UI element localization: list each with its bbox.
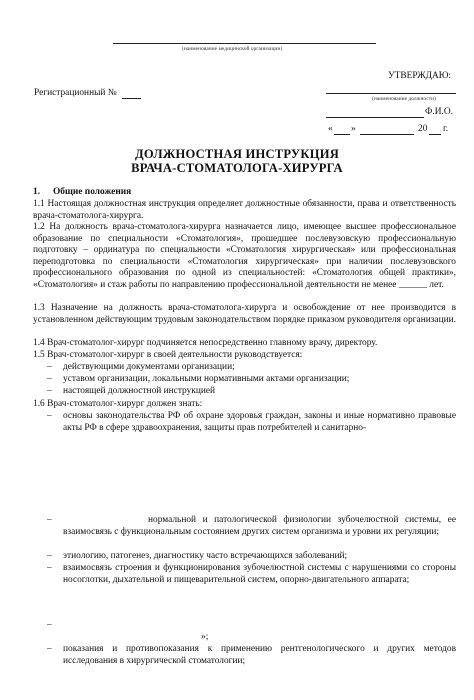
list-item: показания и противопоказания к применению рентгенологического и других методов исследования в хирургической стоматологии; xyxy=(63,644,456,666)
paragraph-1-6: 1.6 Врач-стоматолог-хирург должен знать: xyxy=(33,399,203,409)
position-line xyxy=(326,93,456,94)
year-suffix: г. xyxy=(443,124,449,134)
list-dash: – xyxy=(47,411,52,421)
list-dash: – xyxy=(47,551,52,561)
registration-label: Регистрационный № xyxy=(34,88,117,98)
paragraph-1-5: 1.5 Врач-стоматолог-хирург в своей деятельности руководствуется: xyxy=(33,350,303,360)
registration-number-line xyxy=(122,98,141,99)
list-dash: – xyxy=(47,515,52,525)
year-prefix: 20 xyxy=(418,124,428,134)
list-dash: – xyxy=(47,644,52,654)
document-title-line2: ВРАЧА-СТОМАТОЛОГА-ХИРУРГА xyxy=(131,161,343,175)
list-item: уставом организации, локальными нормативными актами организации; xyxy=(63,374,350,384)
list-item: действующими документами организации; xyxy=(63,362,235,372)
signature-line xyxy=(326,117,424,118)
date-month-line xyxy=(360,134,414,135)
list-dash: – xyxy=(47,563,52,573)
document-title-line1: ДОЛЖНОСТНАЯ ИНСТРУКЦИЯ xyxy=(135,147,339,161)
list-dash: – xyxy=(47,386,52,396)
list-item: основы законодательства РФ об охране здоровья граждан, законы и иные нормативно правовые акты РФ в сфере здравоохранения, защиты прав потребителей и санитарно- xyxy=(63,411,456,433)
date-close-quote: » xyxy=(351,124,356,134)
paragraph-1-2: 1.2 На должность врача-стоматолога-хирурга назначается лицо, имеющее высшее профессиональное образование по специальности «Стоматология», прошедшее послевузовскую профессиональную подготовку – ординатура по специальности «Стоматология хирургическая» или профессиональная переподготовка по специальности «Стоматология хирургическая» при наличии послевузовского профессионального образования по одной из специальностей: «Стоматология общей практики», «Стоматология» и стаж работы по направлению профессиональной деятельности не менее ______ лет. xyxy=(33,222,456,290)
date-open-quote: « xyxy=(328,124,333,134)
list-item-tail: »; xyxy=(201,632,209,642)
org-caption: (наименование медицинской организации) xyxy=(182,46,283,52)
list-item: настоящей должностной инструкцией xyxy=(63,386,216,396)
org-name-line xyxy=(113,43,376,44)
section-number: 1. xyxy=(33,187,41,197)
date-year-line xyxy=(429,134,441,135)
list-dash: – xyxy=(47,362,52,372)
list-item: этиологию, патогенез, диагностику часто встречающихся заболеваний; xyxy=(63,551,348,561)
list-item: взаимосвязь строения и функционирования зубочелюстной системы с нарушениями со стороны носоглотки, дыхательной и пищеварительной систем, опорно-двигательного аппарата; xyxy=(63,563,456,585)
list-item: нормальной и патологической физиологии зубочелюстной системы, ее взаимосвязь с функциональным состоянием других систем организма и уровни их регуляции; xyxy=(63,515,456,537)
fio-label: Ф.И.О. xyxy=(425,107,453,117)
position-caption: (наименование должности) xyxy=(372,96,436,102)
paragraph-1-1: 1.1 Настоящая должностная инструкция определяет должностные обязанности, права и ответственность врача-стоматолога-хирурга. xyxy=(33,199,456,221)
list-dash: – xyxy=(47,374,52,384)
paragraph-1-4: 1.4 Врач-стоматолог-хирург подчиняется непосредственно главному врачу, директору. xyxy=(33,338,378,348)
list-dash: – xyxy=(47,620,52,630)
section-heading: Общие положения xyxy=(53,187,132,197)
paragraph-1-3: 1.3 Назначение на должность врача-стоматолога-хирурга и освобождение от нее производится в установленном действующим трудовым законодательством порядке приказом руководителя организации. xyxy=(33,303,456,325)
date-day-line xyxy=(334,134,350,135)
approve-label: УТВЕРЖДАЮ: xyxy=(388,71,452,81)
